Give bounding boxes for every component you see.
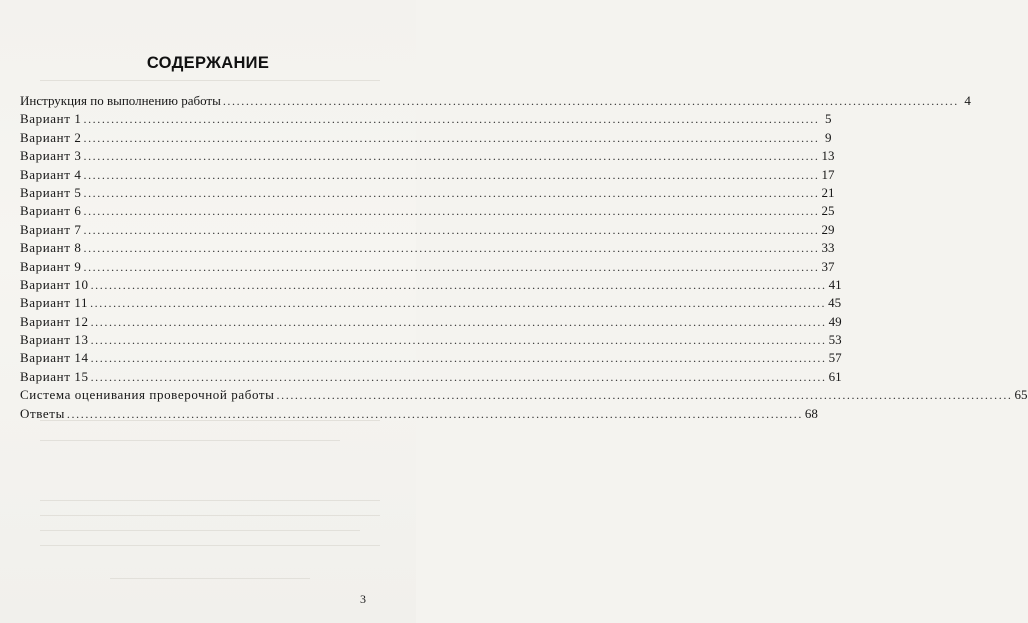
toc-leader-dots: ................................................................................................................................................................: [90, 314, 827, 329]
bleed-through-line: [40, 530, 360, 531]
toc-entry-label: Вариант 4: [20, 166, 82, 182]
toc-leader-dots: ................................................................................................................................................................: [276, 388, 1013, 403]
bleed-through-line: [110, 578, 310, 579]
toc-entry-label: Вариант 5: [20, 184, 82, 200]
toc-entry: [20, 276, 842, 294]
toc-leader-dots: ................................................................................................................................................................: [83, 112, 820, 127]
toc-entry: [20, 405, 818, 423]
toc-entry: [20, 147, 835, 165]
toc-entry-label: Вариант 3: [20, 148, 82, 164]
toc-entry-page: 4: [964, 93, 971, 108]
toc-entry: [20, 239, 835, 257]
toc-leader-dots: ................................................................................................................................................................: [83, 185, 820, 200]
toc-entry: [20, 313, 842, 331]
toc-entry: [20, 368, 842, 386]
toc-entry: [20, 110, 832, 128]
toc-entry-page: 41: [828, 276, 842, 292]
toc-leader-dots: ................................................................................................................................................................: [83, 130, 820, 145]
toc-leader-dots: ................................................................................................................................................................: [83, 241, 820, 256]
toc-entry: [20, 184, 835, 202]
toc-entry-page: 49: [828, 313, 842, 329]
toc-entry: [20, 349, 842, 367]
toc-entry: [20, 166, 835, 184]
toc-entry-label: Вариант 2: [20, 129, 82, 145]
toc-entry-label: Вариант 8: [20, 240, 82, 256]
toc-entry: [20, 386, 1028, 404]
table-of-contents: [20, 92, 1028, 423]
toc-entry-page: 57: [828, 350, 842, 366]
toc-entry: [20, 294, 842, 312]
toc-entry-label: Вариант 14: [20, 350, 89, 366]
toc-leader-dots: ................................................................................................................................................................: [90, 296, 827, 311]
toc-leader-dots: ................................................................................................................................................................: [90, 333, 827, 348]
toc-leader-dots: ................................................................................................................................................................: [90, 351, 827, 366]
toc-leader-dots: ................................................................................................................................................................: [222, 94, 959, 108]
toc-entry-page: 37: [821, 258, 835, 274]
bleed-through-line: [40, 500, 380, 501]
page-title: СОДЕРЖАНИЕ: [146, 54, 270, 73]
toc-leader-dots: ................................................................................................................................................................: [83, 149, 820, 164]
bleed-through-line: [40, 545, 380, 546]
toc-entry-page: 33: [821, 240, 835, 256]
toc-leader-dots: ................................................................................................................................................................: [83, 259, 820, 274]
toc-entry-label: Вариант 12: [20, 313, 89, 329]
toc-entry-page: 5: [824, 111, 832, 127]
toc-leader-dots: ................................................................................................................................................................: [90, 369, 827, 384]
toc-entry: [20, 221, 835, 239]
toc-entry: [20, 129, 832, 147]
bleed-through-line: [40, 440, 340, 441]
toc-entry-label: Вариант 10: [20, 276, 89, 292]
toc-entry-page: 25: [821, 203, 835, 219]
toc-entry-label: Вариант 15: [20, 368, 89, 384]
toc-leader-dots: ................................................................................................................................................................: [66, 406, 803, 421]
toc-entry-label: Вариант 6: [20, 203, 82, 219]
toc-entry: [20, 331, 842, 349]
toc-leader-dots: ................................................................................................................................................................: [83, 222, 820, 237]
bleed-through-line: [40, 80, 380, 81]
toc-leader-dots: ................................................................................................................................................................: [83, 167, 820, 182]
toc-entry-page: 29: [821, 221, 835, 237]
toc-leader-dots: ................................................................................................................................................................: [83, 204, 820, 219]
toc-entry-label: Вариант 13: [20, 332, 89, 348]
toc-entry-label: Ответы: [20, 405, 65, 421]
toc-entry-label: Вариант 11: [20, 295, 89, 311]
toc-entry: [20, 202, 835, 220]
toc-entry-label: Инструкция по выполнению работы: [20, 93, 221, 108]
toc-entry-page: 21: [821, 184, 835, 200]
toc-entry-page: 53: [828, 332, 842, 348]
toc-entry-page: 45: [828, 295, 842, 311]
page-number: 3: [360, 592, 366, 606]
toc-entry-label: Вариант 9: [20, 258, 82, 274]
toc-entry: [20, 258, 835, 276]
toc-entry-page: 61: [828, 368, 842, 384]
toc-entry-page: 9: [824, 129, 832, 145]
toc-entry-label: Вариант 7: [20, 221, 82, 237]
toc-leader-dots: ................................................................................................................................................................: [90, 277, 827, 292]
toc-entry-page: 65: [1014, 387, 1028, 403]
toc-entry: [20, 92, 971, 110]
toc-entry-label: Вариант 1: [20, 111, 82, 127]
bleed-through-line: [40, 515, 380, 516]
toc-entry-label: Система оценивания проверочной работы: [20, 387, 275, 403]
toc-entry-page: 13: [821, 148, 835, 164]
toc-entry-page: 17: [821, 166, 835, 182]
toc-entry-page: 68: [804, 405, 818, 421]
